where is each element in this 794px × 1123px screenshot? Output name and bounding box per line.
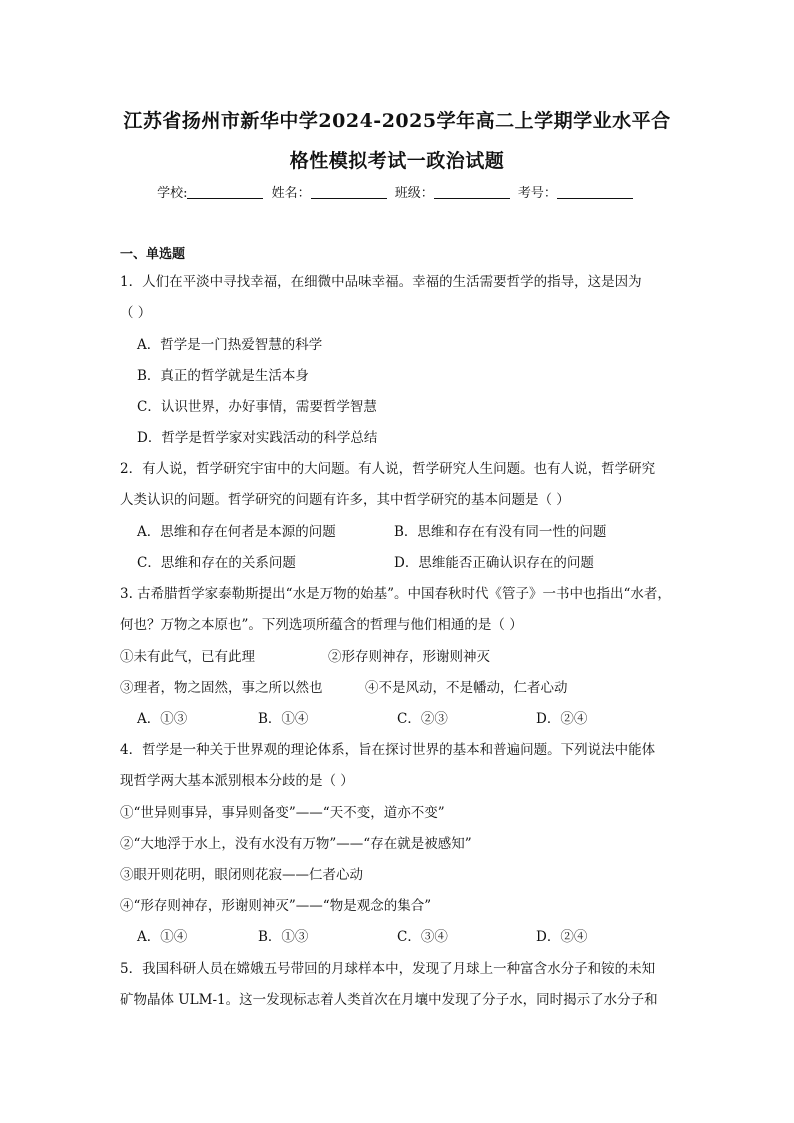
q2-option-a: A．思维和存在何者是本源的问题 — [137, 524, 336, 540]
q3-statement-4: ④不是风动，不是幡动，仁者心动 — [365, 680, 568, 696]
q4-stem-line2: 现哲学两大基本派别根本分歧的是（ ） — [120, 773, 354, 789]
section-title: 一、单选题 — [120, 247, 186, 262]
q3-option-b: B．①④ — [258, 711, 309, 727]
q2-option-c: C．思维和存在的关系问题 — [137, 555, 296, 571]
q2-stem-line1: 2．有人说，哲学研究宇宙中的大问题。有人说，哲学研究人生问题。也有人说，哲学研究 — [120, 461, 656, 477]
q3-option-a: A．①③ — [137, 711, 188, 727]
exam-title-line1: 江苏省扬州市新华中学2024-2025学年高二上学期学业水平合 — [123, 110, 671, 132]
q2-stem-line2: 人类认识的问题。哲学研究的问题有许多，其中哲学研究的基本问题是（ ） — [120, 492, 570, 508]
q3-statement-3: ③理者，物之固然，事之所以然也 — [120, 680, 323, 696]
q5-stem-line1: 5．我国科研人员在嫦娥五号带回的月球样本中，发现了月球上一种富含水分子和铵的未知 — [120, 961, 656, 977]
q3-stem-line2: 何也？万物之本原也”。下列选项所蕴含的哲理与他们相通的是（ ） — [120, 617, 523, 633]
name-label: 姓名： — [271, 186, 311, 201]
q4-stem-line1: 4．哲学是一种关于世界观的理论体系，旨在探讨世界的基本和普遍问题。下列说法中能体 — [120, 742, 656, 758]
q2-option-b: B．思维和存在有没有同一性的问题 — [394, 524, 607, 540]
q4-statement-3: ③眼开则花明，眼闭则花寂——仁者心动 — [120, 867, 363, 883]
q1-stem-line1: 1．人们在平淡中寻找幸福，在细微中品味幸福。幸福的生活需要哲学的指导，这是因为 — [120, 274, 642, 290]
q3-stem-line1: 3. 古希腊哲学家泰勒斯提出“水是万物的始基”。中国春秋时代《管子》一书中也指出“水者， — [120, 586, 671, 602]
q3-option-d: D．②④ — [536, 711, 588, 727]
q5-stem-line2: 矿物晶体 ULM-1。这一发现标志着人类首次在月壤中发现了分子水，同时揭示了水分子和 — [120, 992, 658, 1008]
q3-statement-1: ①未有此气，已有此理 — [120, 649, 255, 665]
class-blank — [434, 185, 510, 199]
name-blank — [311, 185, 387, 199]
q3-statement-2: ②形存则神存，形谢则神灭 — [328, 649, 490, 665]
q1-option-b: B．真正的哲学就是生活本身 — [137, 368, 309, 384]
q3-option-c: C．②③ — [397, 711, 448, 727]
q4-statement-2: ②“大地浮于水上，没有水没有万物”——“存在就是被感知” — [120, 836, 472, 852]
class-label: 班级： — [394, 186, 434, 201]
q4-option-a: A．①④ — [137, 929, 188, 945]
q4-option-c: C．③④ — [397, 929, 448, 945]
exam-no-label: 考号： — [517, 186, 557, 201]
q2-option-d: D．思维能否正确认识存在的问题 — [394, 555, 594, 571]
school-blank — [187, 185, 263, 199]
q4-option-b: B．①③ — [258, 929, 309, 945]
q1-option-c: C．认识世界，办好事情，需要哲学智慧 — [137, 399, 377, 415]
school-label: 学校: — [157, 186, 188, 201]
q1-stem-line2: （ ） — [120, 305, 152, 321]
exam-no-blank — [557, 185, 633, 199]
q1-option-a: A．哲学是一门热爱智慧的科学 — [137, 337, 323, 353]
q4-statement-1: ①“世异则事异，事异则备变”——“天不变，道亦不变” — [120, 805, 445, 821]
q1-option-d: D．哲学是哲学家对实践活动的科学总结 — [137, 430, 378, 446]
q4-statement-4: ④“形存则神存，形谢则神灭”——“物是观念的集合” — [120, 898, 432, 914]
q4-option-d: D．②④ — [536, 929, 588, 945]
student-info-line — [0, 182, 794, 201]
exam-title-line2: 格性模拟考试一政治试题 — [289, 150, 505, 172]
